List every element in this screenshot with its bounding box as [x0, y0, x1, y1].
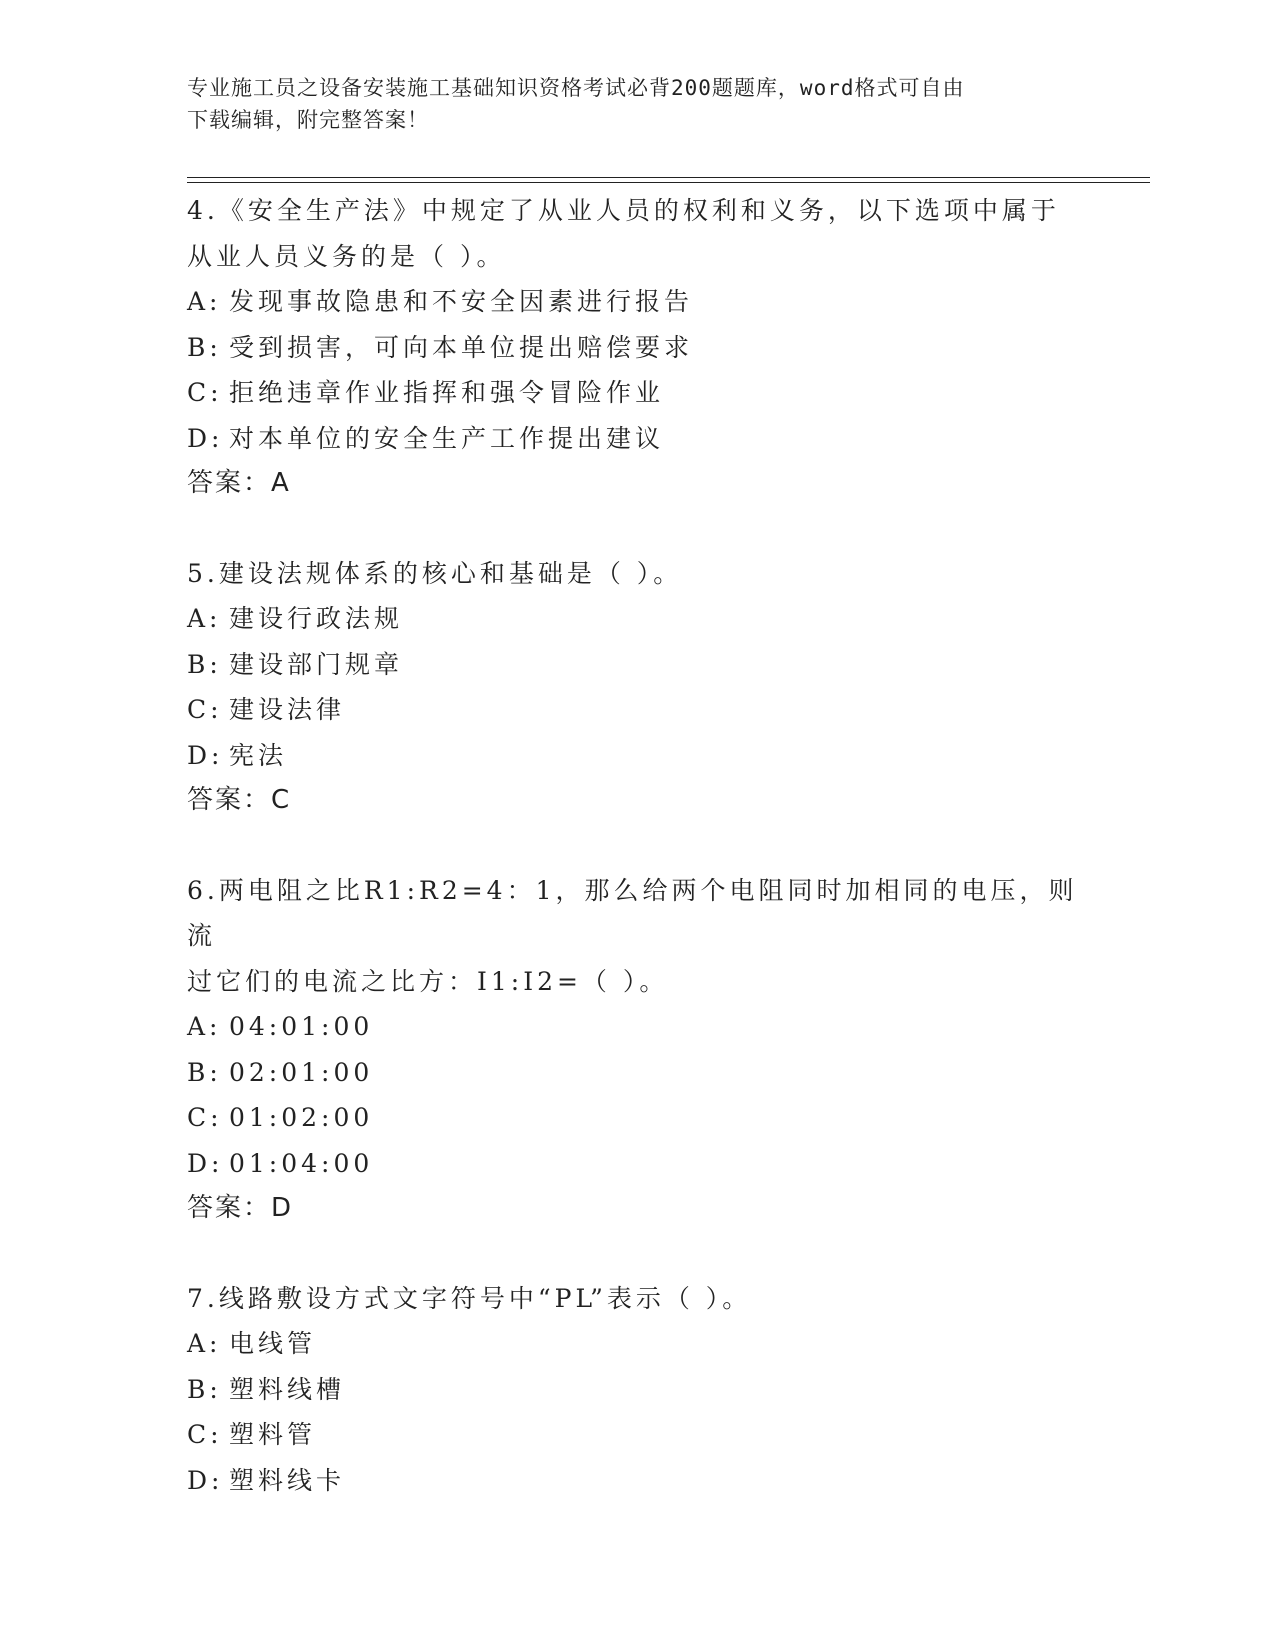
header-line-2: 下载编辑，附完整答案！	[187, 108, 429, 132]
question-stem-line-1: 5.建设法规体系的核心和基础是（ ）。	[187, 558, 683, 588]
question-list	[187, 188, 1087, 1547]
document-header	[187, 72, 1077, 136]
header-divider-top	[187, 177, 1150, 178]
option-d	[187, 416, 1087, 462]
answer-line: 答案：C	[187, 785, 292, 815]
option-text: 建设法律	[229, 695, 346, 724]
option-key: D:	[187, 740, 224, 770]
option-key: C:	[187, 378, 223, 407]
question-6	[187, 868, 1087, 1232]
header-line-1: 专业施工员之设备安装施工基础知识资格考试必背200题题库，word格式可自由	[187, 76, 965, 100]
question-7	[187, 1276, 1087, 1504]
option-key: D:	[187, 1465, 224, 1495]
answer-line: 答案：A	[187, 468, 291, 498]
option-key: B:	[187, 1057, 222, 1087]
option-text: 塑料线槽	[229, 1374, 346, 1404]
question-stem-line-1: 6.两电阻之比R1:R2=4：1，那么给两个电阻同时加相同的电压，则流	[187, 875, 1078, 950]
option-c	[187, 1412, 1087, 1458]
question-stem-line-2: 从业人员义务的是（ ）。	[187, 241, 506, 271]
option-key: C:	[187, 695, 223, 724]
question-stem-line-1: 4.《安全生产法》中规定了从业人员的权利和义务，以下选项中属于	[187, 196, 1060, 225]
option-a	[187, 1004, 1087, 1050]
option-text: 对本单位的安全生产工作提出建议	[229, 423, 665, 453]
option-text: 拒绝违章作业指挥和强令冒险作业	[229, 378, 665, 407]
option-c	[187, 1095, 1087, 1141]
option-a	[187, 279, 1087, 325]
option-key: D:	[187, 423, 224, 453]
option-b	[187, 325, 1087, 371]
option-key: B:	[187, 332, 222, 362]
option-text: 02:01:00	[229, 1057, 374, 1087]
option-text: 塑料管	[229, 1420, 317, 1449]
option-key: B:	[187, 649, 222, 679]
option-text: 电线管	[229, 1329, 317, 1358]
option-text: 01:04:00	[229, 1148, 374, 1178]
option-b	[187, 1050, 1087, 1096]
option-b	[187, 1367, 1087, 1413]
answer-line: 答案：D	[187, 1193, 294, 1223]
option-key: D:	[187, 1148, 224, 1178]
question-stem	[187, 868, 1087, 1005]
header-divider-bottom	[187, 182, 1150, 183]
question-stem-line-2: 过它们的电流之比方：I1:I2=（ ）。	[187, 966, 669, 996]
option-key: A:	[187, 604, 222, 633]
option-d	[187, 733, 1087, 779]
option-a	[187, 1321, 1087, 1367]
option-c	[187, 687, 1087, 733]
question-4	[187, 188, 1087, 507]
option-c	[187, 370, 1087, 416]
option-text: 宪法	[229, 740, 288, 770]
option-d	[187, 1458, 1087, 1504]
option-text: 01:02:00	[229, 1103, 374, 1132]
option-text: 04:01:00	[229, 1012, 374, 1041]
option-b	[187, 642, 1087, 688]
option-key: C:	[187, 1103, 223, 1132]
option-d	[187, 1141, 1087, 1187]
question-stem	[187, 188, 1087, 279]
option-key: A:	[187, 1012, 222, 1041]
option-text: 建设行政法规	[229, 604, 404, 633]
option-text: 发现事故隐患和不安全因素进行报告	[229, 287, 694, 316]
option-text: 建设部门规章	[229, 649, 404, 679]
option-key: A:	[187, 287, 222, 316]
question-stem	[187, 1276, 1087, 1322]
question-stem	[187, 551, 1087, 597]
option-text: 受到损害，可向本单位提出赔偿要求	[229, 332, 694, 362]
option-a	[187, 596, 1087, 642]
option-text: 塑料线卡	[229, 1465, 346, 1495]
option-key: C:	[187, 1420, 223, 1449]
question-stem-line-1: 7.线路敷设方式文字符号中“PL”表示（ ）。	[187, 1283, 752, 1313]
question-5	[187, 551, 1087, 824]
option-key: A:	[187, 1329, 222, 1358]
option-key: B:	[187, 1374, 222, 1404]
